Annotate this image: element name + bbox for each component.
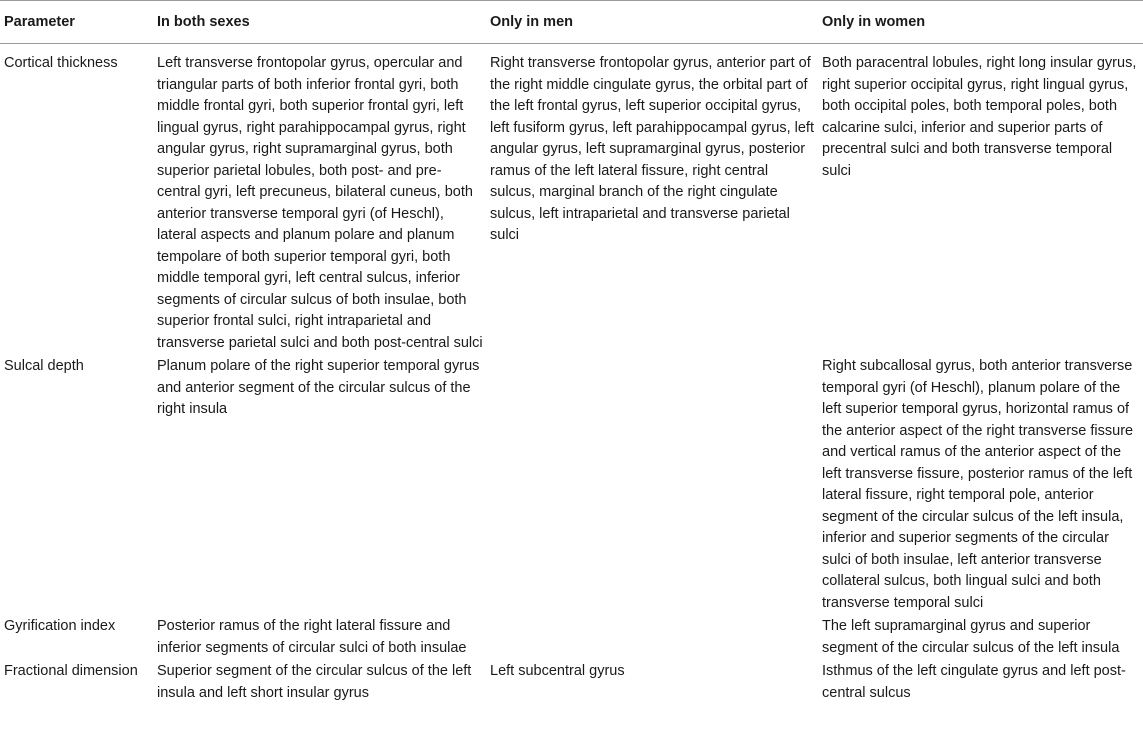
cell-only-men: Left subcentral gyrus <box>490 663 625 679</box>
header-parameter: Parameter <box>0 1 155 44</box>
cell-only-men: Right transverse frontopolar gyrus, anterior part of the right middle cingulate gyrus, the orbital part of the left frontal gyrus, left superior occipital gyrus, left fusiform gyrus, left parahippocampal gyrus, left angular gyrus, left supramarginal gyrus, posterior ramus of the left lateral fissure, right central sulcus, marginal branch of the right cingulate sulcus, left intraparietal and transverse parietal sulci <box>490 55 814 243</box>
table-header <box>0 1 1143 44</box>
cell-both-sexes: Left transverse frontopolar gyrus, opercular and triangular parts of both inferior frontal gyri, both middle frontal gyri, both superior frontal gyri, left lingual gyrus, right parahippocampal gyrus, right angular gyrus, right supramarginal gyrus, both superior parietal lobules, both post- and pre-central gyri, left precuneus, bilateral cuneus, both anterior transverse temporal gyri (of Heschl), lateral aspects and planum polare and planum tempolare of both superior temporal gyri, both middle temporal gyri, left central sulcus, inferior segments of circular sulcus of both insulae, both superior frontal sulci, right intraparietal and transverse parietal sulci and both post-central sulci <box>157 55 483 351</box>
cell-parameter: Cortical thickness <box>4 55 118 71</box>
cell-only-women: Isthmus of the left cingulate gyrus and left post-central sulcus <box>822 663 1126 701</box>
header-only-women: Only in women <box>820 1 1143 44</box>
cell-only-women: The left supramarginal gyrus and superior segment of the circular sulcus of the left insula <box>822 618 1120 656</box>
cell-both-sexes: Planum polare of the right superior temporal gyrus and anterior segment of the circular sulcus of the right insula <box>157 358 480 417</box>
cell-only-men <box>488 354 820 614</box>
header-both-sexes: In both sexes <box>155 1 488 44</box>
table-row <box>0 614 1143 659</box>
cell-parameter: Gyrification index <box>4 618 116 634</box>
header-row <box>0 1 1143 44</box>
cell-only-women: Right subcallosal gyrus, both anterior transverse temporal gyri (of Heschl), planum polare of the left superior temporal gyrus, horizontal ramus of the anterior aspect of the right transverse fissure and vertical ramus of the anterior aspect of the left transverse fissure, posterior ramus of the left lateral fissure, right temporal pole, anterior segment of the circular sulcus of the left insula, inferior and superior segments of the circular sulci of both insulae, left anterior transverse collateral sulcus, both lingual sulci and both transverse temporal sulci <box>822 358 1134 611</box>
cell-parameter: Fractional dimension <box>4 663 138 679</box>
table-row <box>0 44 1143 355</box>
header-only-men: Only in men <box>488 1 820 44</box>
table-row <box>0 659 1143 704</box>
cell-parameter: Sulcal depth <box>4 358 84 374</box>
table-row <box>0 354 1143 614</box>
cell-only-women: Both paracentral lobules, right long insular gyrus, right superior occipital gyrus, right lingual gyrus, both occipital poles, both temporal poles, both calcarine sulci, inferior and superior parts of precentral sulci and both transverse temporal sulci <box>822 55 1137 179</box>
cell-both-sexes: Superior segment of the circular sulcus of the left insula and left short insular gyrus <box>157 663 472 701</box>
cell-only-men <box>488 614 820 659</box>
cell-both-sexes: Posterior ramus of the right lateral fissure and inferior segments of circular sulci of both insulae <box>157 618 467 656</box>
table-body <box>0 44 1143 705</box>
